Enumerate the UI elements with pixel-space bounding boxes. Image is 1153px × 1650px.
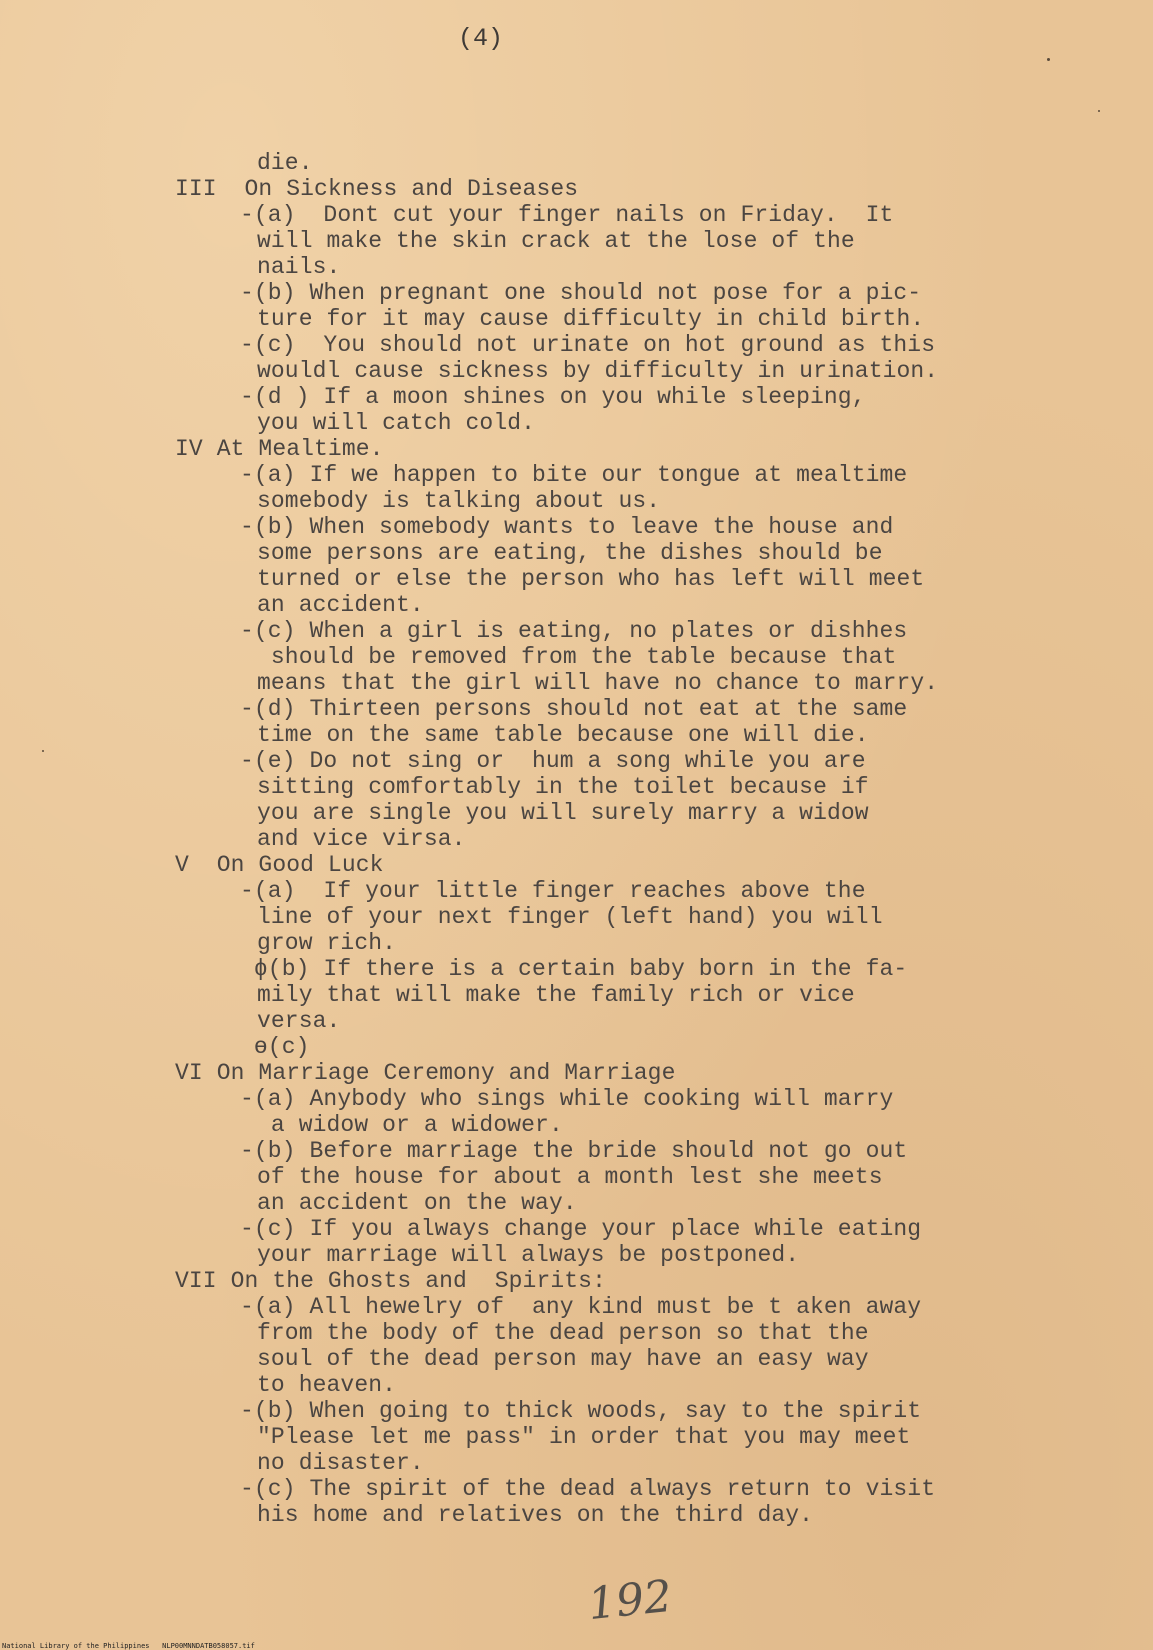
list-item: -(c) You should not urinate on hot ground as this xyxy=(240,332,936,358)
list-item: -(c) If you always change your place while eating xyxy=(240,1216,922,1242)
text-line: time on the same table because one will die. xyxy=(257,722,869,748)
text-line: somebody is talking about us. xyxy=(257,488,661,514)
list-item: -(a) If your little finger reaches above the xyxy=(240,878,866,904)
list-item: -(c) When a girl is eating, no plates or dishhes xyxy=(240,618,908,644)
text-line: soul of the dead person may have an easy way xyxy=(257,1346,869,1372)
list-item: -(b) When pregnant one should not pose for a pic- xyxy=(240,280,922,306)
text-line: no disaster. xyxy=(257,1450,424,1476)
section-heading: V On Good Luck xyxy=(175,852,384,878)
text-line: and vice virsa. xyxy=(257,826,466,852)
text-line: wouldl cause sickness by difficulty in urination. xyxy=(257,358,939,384)
text-line: should be removed from the table because that xyxy=(257,644,897,670)
text-line: means that the girl will have no chance to marry. xyxy=(257,670,939,696)
list-item: -(d ) If a moon shines on you while sleeping, xyxy=(240,384,866,410)
text-line: mily that will make the family rich or vice xyxy=(257,982,855,1008)
list-item: ɵ(c) xyxy=(240,1034,310,1060)
text-line: your marriage will always be postponed. xyxy=(257,1242,800,1268)
section-heading: VI On Marriage Ceremony and Marriage xyxy=(175,1060,676,1086)
text-line: of the house for about a month lest she meets xyxy=(257,1164,883,1190)
text-line: sitting comfortably in the toilet because if xyxy=(257,774,869,800)
text-line: turned or else the person who has left will meet xyxy=(257,566,925,592)
text-line: versa. xyxy=(257,1008,341,1034)
text-line: "Please let me pass" in order that you may meet xyxy=(257,1424,911,1450)
text-line: to heaven. xyxy=(257,1372,397,1398)
list-item: -(c) The spirit of the dead always return to visit xyxy=(240,1476,936,1502)
text-line: grow rich. xyxy=(257,930,397,956)
section-heading: VII On the Ghosts and Spirits: xyxy=(175,1268,606,1294)
list-item: -(a) All hewelry of any kind must be t aken away xyxy=(240,1294,922,1320)
text-line: will make the skin crack at the lose of the xyxy=(257,228,855,254)
text-line: an accident. xyxy=(257,592,424,618)
page-number: (4) xyxy=(458,24,504,53)
section-heading: IV At Mealtime. xyxy=(175,436,384,462)
handwritten-page-number: 192 xyxy=(585,1570,675,1631)
text-line: a widow or a widower. xyxy=(257,1112,563,1138)
paper-speck xyxy=(1098,110,1100,112)
text-line: nails. xyxy=(257,254,341,280)
archive-footer: National Library of the Philippines NLP00MNNDATB058057.tif xyxy=(2,1642,255,1650)
text-line: die. xyxy=(257,150,313,176)
text-line: ture for it may cause difficulty in child birth. xyxy=(257,306,925,332)
list-item: -(a) Anybody who sings while cooking will marry xyxy=(240,1086,894,1112)
list-item: -(a) Dont cut your finger nails on Friday. It xyxy=(240,202,894,228)
list-item: -(b) Before marriage the bride should not go out xyxy=(240,1138,908,1164)
list-item: ɸ(b) If there is a certain baby born in the fa- xyxy=(240,956,908,982)
list-item: -(b) When somebody wants to leave the house and xyxy=(240,514,894,540)
text-line: some persons are eating, the dishes should be xyxy=(257,540,883,566)
paper-speck xyxy=(42,750,44,752)
text-line: you are single you will surely marry a widow xyxy=(257,800,869,826)
text-line: from the body of the dead person so that the xyxy=(257,1320,869,1346)
text-line: line of your next finger (left hand) you will xyxy=(257,904,883,930)
text-line: an accident on the way. xyxy=(257,1190,577,1216)
list-item: -(e) Do not sing or hum a song while you are xyxy=(240,748,866,774)
section-heading: III On Sickness and Diseases xyxy=(175,176,579,202)
text-line: his home and relatives on the third day. xyxy=(257,1502,814,1528)
typewritten-body xyxy=(175,150,1075,1528)
text-line: you will catch cold. xyxy=(257,410,536,436)
paper-speck xyxy=(1047,58,1050,61)
list-item: -(b) When going to thick woods, say to the spirit xyxy=(240,1398,922,1424)
list-item: -(a) If we happen to bite our tongue at mealtime xyxy=(240,462,908,488)
list-item: -(d) Thirteen persons should not eat at the same xyxy=(240,696,908,722)
